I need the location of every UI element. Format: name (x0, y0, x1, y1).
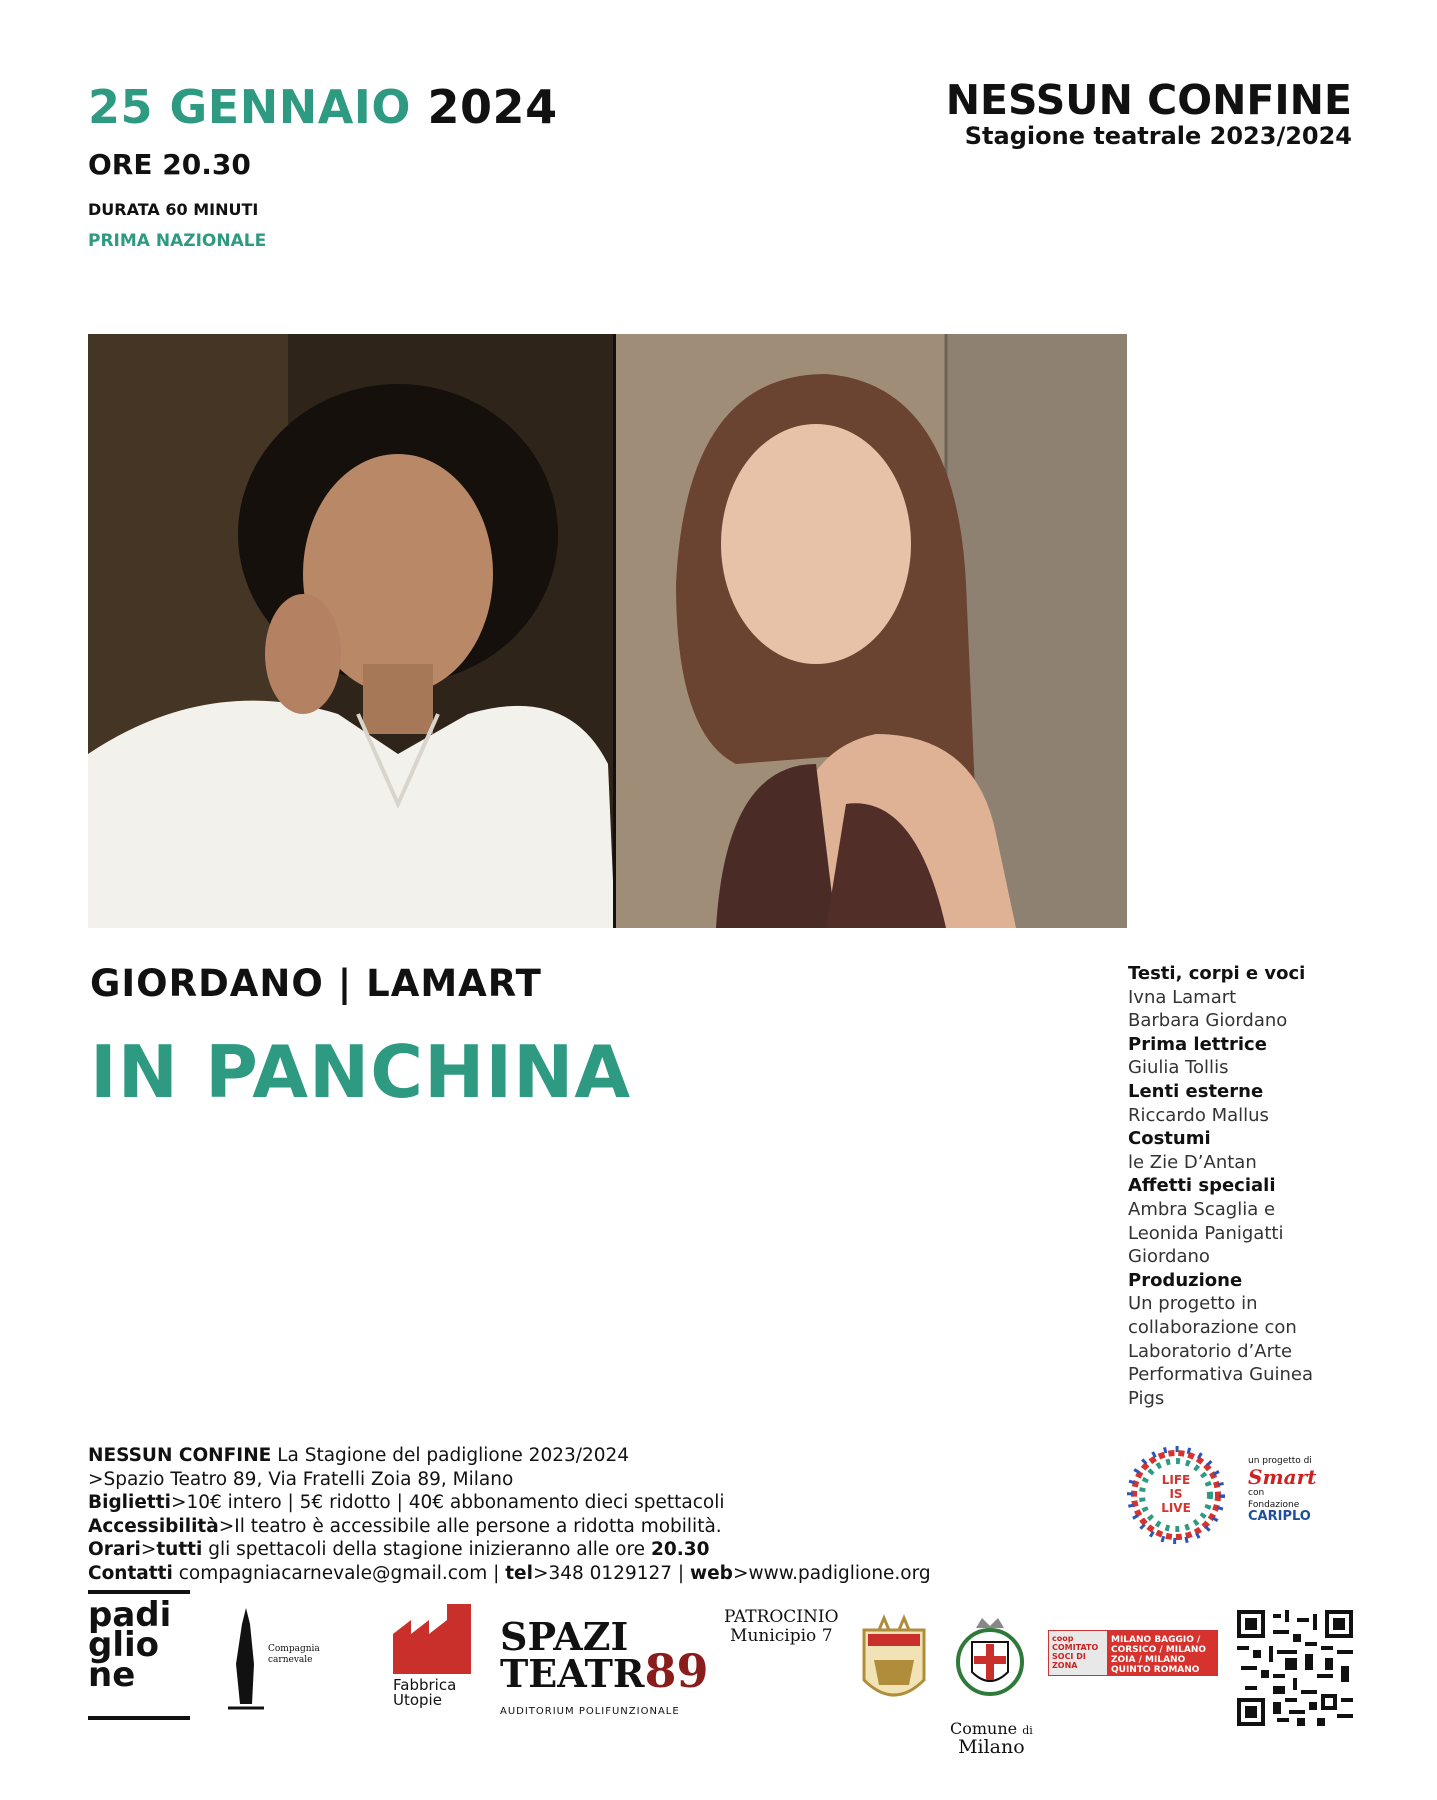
credit-line: Riccardo Mallus (1128, 1104, 1269, 1126)
lil-live: LIVE (1161, 1501, 1191, 1515)
credit-line: Ivna Lamart (1128, 986, 1237, 1008)
credit-heading: Lenti esterne (1128, 1080, 1264, 1102)
event-time: ORE 20.30 (88, 148, 251, 181)
patrocinio-word: PATROCINIO (724, 1607, 839, 1627)
credit-heading: Costumi (1128, 1128, 1211, 1150)
credit-line: Performativa Guinea (1128, 1364, 1314, 1386)
pad-line2: glio (88, 1625, 160, 1665)
credit-heading: Affetti speciali (1128, 1175, 1276, 1197)
tel-label: tel (505, 1562, 533, 1584)
credit-line: collaborazione con (1128, 1316, 1297, 1338)
premiere-label: PRIMA NAZIONALE (88, 231, 267, 251)
hours-label: Orari (88, 1539, 141, 1560)
footer-season-rest: La Stagione del padiglione 2023/2024 (271, 1445, 630, 1466)
credit-line: Giulia Tollis (1128, 1057, 1229, 1079)
footer-season-line (88, 1444, 988, 1468)
performer-photos (88, 334, 1127, 928)
credit-heading: Testi, corpi e voci (1128, 963, 1306, 984)
tickets-label: Biglietti (88, 1492, 171, 1513)
fabbrica-utopie-logo (393, 1678, 456, 1708)
credit-heading: Produzione (1128, 1269, 1243, 1291)
hours-text: gli spettacoli della stagione inizieranno alle ore (202, 1539, 651, 1560)
authors: GIORDANO | LAMART (90, 962, 542, 1005)
municipio-word: Municipio 7 (730, 1626, 833, 1646)
fabbrica-utopie-icon (393, 1604, 471, 1678)
comune-milano-crest-icon (952, 1614, 1028, 1718)
smart-con: con (1248, 1488, 1265, 1498)
lil-is: IS (1169, 1487, 1183, 1501)
credit-heading: Prima lettrice (1128, 1033, 1267, 1055)
smart-logo-text: Smart (1248, 1465, 1317, 1489)
contacts-label: Contatti (88, 1562, 173, 1584)
footer-info (88, 1444, 988, 1585)
hours-bold: tutti (156, 1539, 203, 1560)
patrocinio-label (724, 1608, 839, 1646)
municipio-7-crest-icon (854, 1610, 934, 1714)
spazi-word: SPAZI (500, 1614, 629, 1659)
smart-cariplo-logo (1248, 1455, 1316, 1523)
fabbrica-word: Fabbrica (393, 1676, 457, 1694)
coop-right-text: MILANO BAGGIO / CORSICO / MILANO ZOIA / MILANO QUINTO ROMANO (1107, 1631, 1217, 1675)
season-title: NESSUN CONFINE (945, 76, 1352, 124)
photo-performer-left (88, 334, 613, 928)
event-duration: DURATA 60 MINUTI (88, 200, 259, 219)
pad-line3: ne (88, 1655, 136, 1695)
lil-life: LIFE (1161, 1473, 1191, 1487)
sponsor-logos (0, 1590, 1437, 1758)
di-word: di (1022, 1724, 1033, 1737)
coop-comitato-logo (1048, 1630, 1218, 1676)
tel-number[interactable]: >348 0129127 | (532, 1562, 691, 1584)
web-label: web (690, 1562, 733, 1584)
footer-venue-line: >Spazio Teatro 89, Via Fratelli Zoia 89, Milano (88, 1468, 514, 1490)
access-text: >Il teatro è accessibile alle persone a ridotta mobilità. (218, 1515, 722, 1537)
credit-line: Ambra Scaglia e (1128, 1198, 1276, 1220)
credits-list (1128, 962, 1343, 1410)
milano-word: Milano (958, 1736, 1025, 1758)
hours-sep: > (140, 1539, 157, 1560)
footer-tickets-line (88, 1491, 988, 1515)
event-date (88, 80, 558, 134)
teatr-word: TEATR (500, 1651, 645, 1696)
teatro-number: 89 (644, 1644, 709, 1698)
credit-line: Giordano (1128, 1246, 1210, 1268)
footer-access-line (88, 1515, 988, 1539)
smart-pre: un progetto di (1248, 1456, 1312, 1466)
compagnia-carnevale-logo: Compagnia carnevale (268, 1644, 320, 1665)
footer-hours-line (88, 1538, 988, 1562)
tickets-text: >10€ intero | 5€ ridotto | 40€ abbonamento dieci spettacoli (170, 1492, 725, 1513)
auditorium-label: AUDITORIUM POLIFUNZIONALE (500, 1706, 680, 1717)
credit-line: Laboratorio d’Arte (1128, 1340, 1293, 1362)
credit-line: le Zie D’Antan (1128, 1151, 1257, 1173)
show-title: IN PANCHINA (90, 1030, 632, 1114)
footer-contacts-line (88, 1562, 988, 1586)
access-label: Accessibilità (88, 1515, 219, 1537)
comune-word: Comune (950, 1719, 1018, 1738)
date-year: 2024 (427, 80, 558, 134)
pad-line1: padi (88, 1595, 172, 1635)
contacts-email[interactable]: compagniacarnevale@gmail.com | (172, 1562, 506, 1584)
spazio-teatro-89-logo (500, 1614, 709, 1729)
credit-line: Pigs (1128, 1387, 1165, 1409)
padiglione-logo (88, 1590, 190, 1720)
qr-code-icon[interactable] (1237, 1610, 1353, 1730)
hours-time: 20.30 (650, 1539, 710, 1560)
credit-line: Un progetto in (1128, 1293, 1258, 1315)
credit-line: Barbara Giordano (1128, 1010, 1288, 1032)
footer-season-name: NESSUN CONFINE (88, 1445, 272, 1466)
credit-line: Leonida Panigatti (1128, 1222, 1284, 1244)
carnevale-figure-icon (228, 1604, 264, 1718)
web-link[interactable]: >www.padiglione.org (732, 1562, 931, 1584)
date-day-month: 25 GENNAIO (88, 80, 412, 134)
season-subtitle: Stagione teatrale 2023/2024 (964, 122, 1352, 150)
fondazione-label: Fondazione (1248, 1500, 1300, 1510)
life-is-live-logo (1126, 1440, 1226, 1550)
cariplo-label: CARIPLO (1248, 1509, 1311, 1524)
photo-performer-right (616, 334, 1127, 928)
utopie-word: Utopie (393, 1691, 442, 1709)
coop-left-text: coop COMITATO SOCI DI ZONA (1049, 1631, 1107, 1675)
comune-milano-logo (950, 1720, 1033, 1756)
